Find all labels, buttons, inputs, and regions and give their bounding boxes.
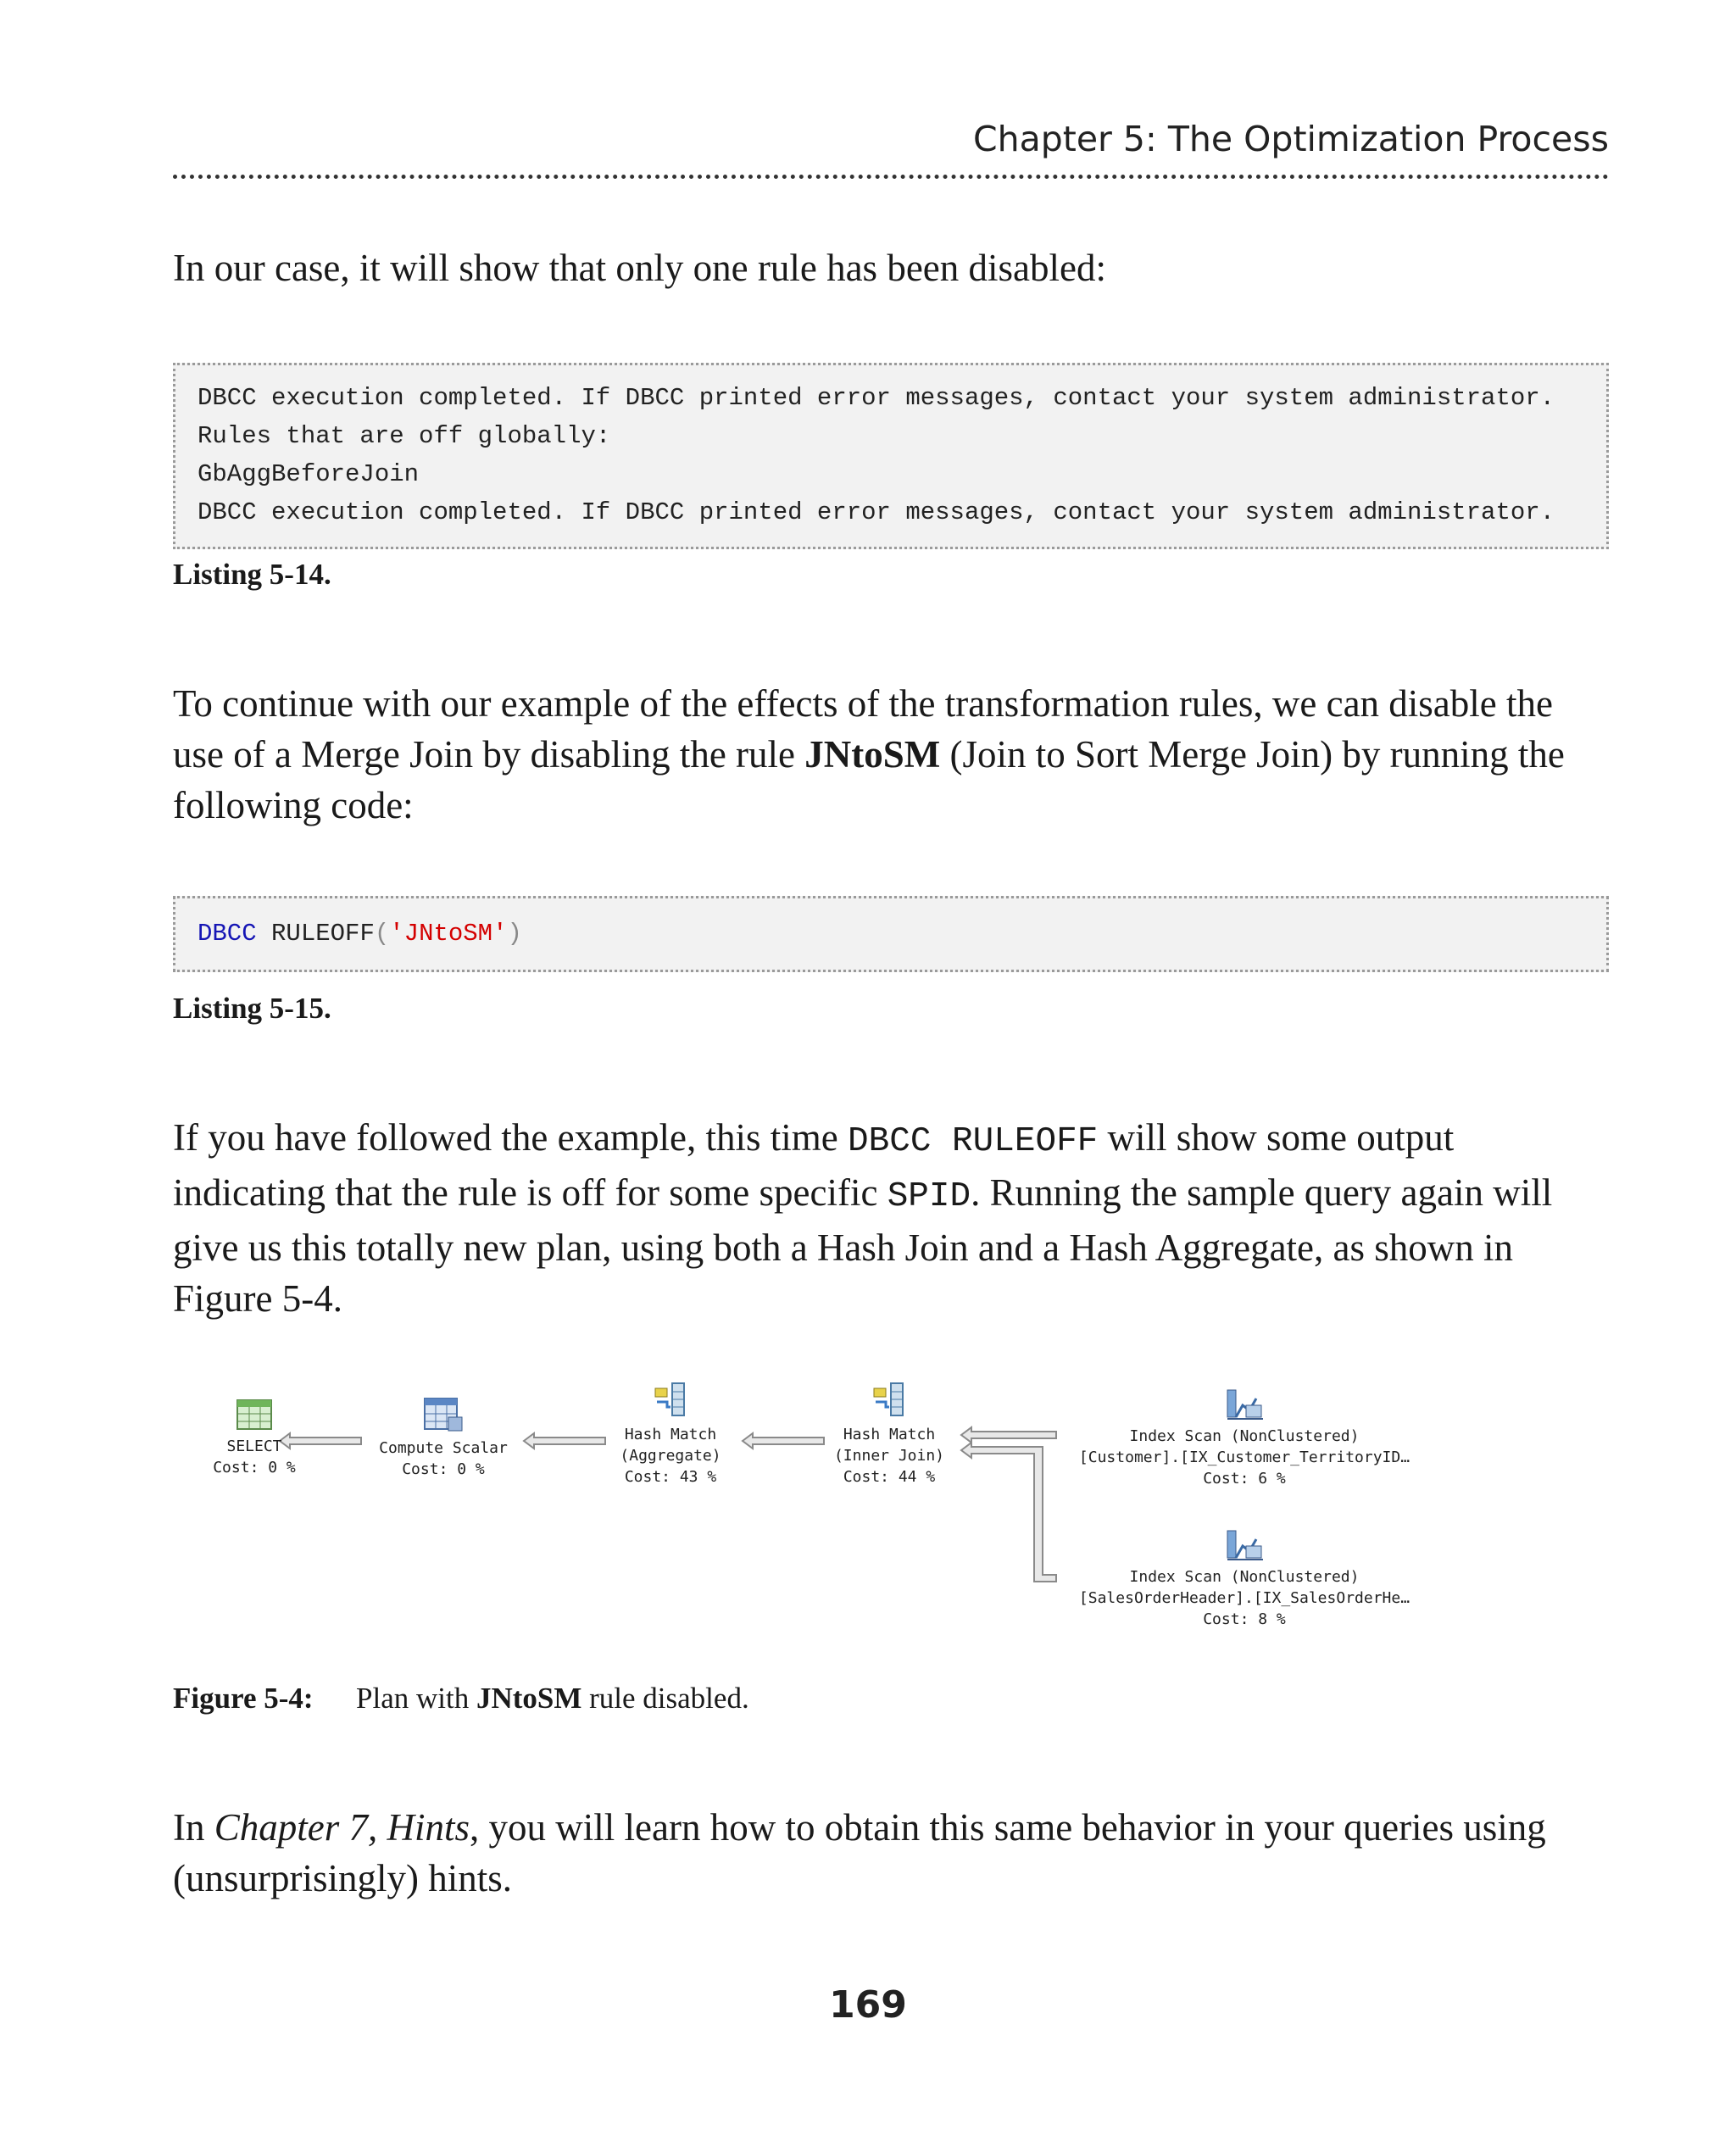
plan-node-index-scan-customer [1058, 1387, 1431, 1489]
node-cost: Cost: 43 % [624, 1468, 717, 1486]
node-subtitle: (Inner Join) [833, 1447, 945, 1465]
index-scan-icon [1224, 1387, 1265, 1421]
chapter-reference: Chapter 7, Hints [214, 1806, 470, 1849]
caption-text: Plan with [356, 1682, 476, 1715]
para-text: In [173, 1806, 214, 1849]
page-number: 169 [829, 1983, 907, 2027]
node-cost: Cost: 44 % [843, 1468, 936, 1486]
inline-code: DBCC RULEOFF [848, 1122, 1099, 1161]
node-title: Index Scan (NonClustered) [1129, 1427, 1360, 1445]
node-subtitle: (Aggregate) [620, 1447, 721, 1465]
rule-name-bold: JNtoSM [804, 733, 941, 776]
node-title: Compute Scalar [379, 1439, 508, 1457]
plan-node-hash-match-aggregate [598, 1382, 743, 1488]
code-paren: ( [374, 920, 390, 948]
node-subtitle: [Customer].[IX_Customer_TerritoryID… [1078, 1449, 1410, 1466]
code-keyword: DBCC [198, 920, 257, 948]
code-string: 'JNtoSM' [389, 920, 508, 948]
running-header: Chapter 5: The Optimization Process [972, 119, 1609, 159]
node-cost: Cost: 6 % [1203, 1470, 1286, 1488]
node-cost: Cost: 0 % [402, 1460, 485, 1478]
header-divider [173, 175, 1609, 179]
node-cost: Cost: 0 % [213, 1459, 296, 1476]
code-line [198, 898, 1584, 970]
index-scan-icon [1224, 1527, 1265, 1561]
code-line: DBCC execution completed. If DBCC printed error messages, contact your system administrator. [198, 384, 1555, 412]
figure-label: Figure 5-4: [173, 1682, 314, 1715]
code-paren: ) [507, 920, 522, 948]
node-title: Hash Match [843, 1426, 936, 1443]
compute-scalar-icon [423, 1397, 464, 1432]
plan-node-index-scan-salesorderheader [1058, 1527, 1431, 1630]
figure-5-4-caption [173, 1682, 749, 1716]
para-text: To continue with our example of the effects of the transformation rules, we can disable the use of a Merge Join by disabling the rule [173, 682, 1553, 776]
hash-match-icon [871, 1382, 908, 1419]
caption-text: rule disabled. [581, 1682, 749, 1715]
code-line: Rules that are off globally: [198, 422, 611, 450]
para-text: will show some output indicating that the rule is off for some specific [173, 1116, 1455, 1214]
execution-plan-figure [161, 1373, 1466, 1653]
intro-paragraph: In our case, it will show that only one rule has been disabled: [173, 247, 1106, 289]
node-subtitle: [SalesOrderHeader].[IX_SalesOrderHe… [1078, 1589, 1410, 1607]
plan-node-compute-scalar [363, 1397, 524, 1480]
para-text: . Running the sample query again will give us this totally new plan, using both a Hash Join and a Hash Aggregate, as shown in Figure 5-4. [173, 1171, 1553, 1320]
node-title: Hash Match [624, 1426, 717, 1443]
listing-5-14-caption: Listing 5-14. [173, 558, 331, 591]
paragraph-new-plan [173, 1112, 1609, 1324]
listing-5-15-caption: Listing 5-15. [173, 992, 331, 1025]
code-line: DBCC execution completed. If DBCC printed error messages, contact your system administrator. [198, 498, 1555, 526]
plan-node-hash-match-inner-join [817, 1382, 961, 1488]
para-text: (Join to Sort Merge Join) by running the following code: [173, 733, 1565, 826]
listing-5-15-code-block [173, 896, 1609, 972]
para-text: If you have followed the example, this time [173, 1116, 849, 1159]
paragraph-hints [173, 1802, 1609, 1904]
node-title: SELECT [226, 1438, 282, 1455]
select-icon [236, 1399, 273, 1431]
node-title: Index Scan (NonClustered) [1129, 1568, 1360, 1586]
plan-node-select [195, 1399, 314, 1478]
inline-code: SPID [887, 1177, 971, 1216]
code-line: GbAggBeforeJoin [198, 460, 420, 488]
node-cost: Cost: 8 % [1203, 1610, 1286, 1628]
para-text: , you will learn how to obtain this same behavior in your queries using (unsurprisingly) hints. [173, 1806, 1546, 1899]
paragraph-merge-join [173, 678, 1609, 831]
code-function: RULEOFF [256, 920, 375, 948]
listing-5-14-code-block [173, 363, 1609, 549]
caption-bold: JNtoSM [476, 1682, 582, 1715]
hash-match-icon [652, 1382, 689, 1419]
